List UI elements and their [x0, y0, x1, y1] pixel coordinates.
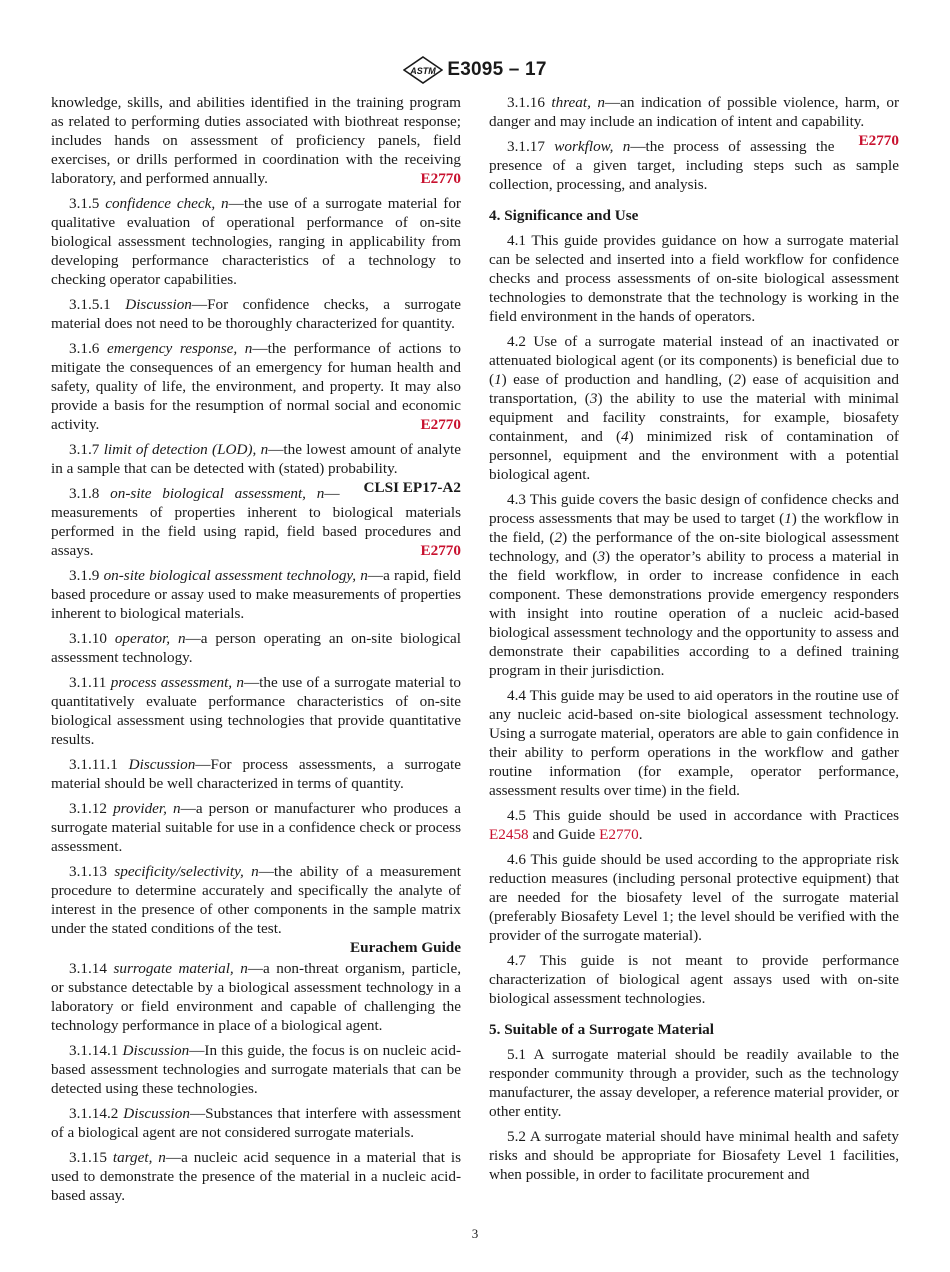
reference-link[interactable]: E2458	[489, 826, 529, 843]
astm-logo-icon	[403, 56, 443, 84]
reference-link[interactable]: E2770	[420, 170, 461, 187]
paragraph-5-1: 5.1 A surrogate material should be readily available to the responder community through a provider, such as the technology manufacturer, the assay developer, a reference material provider, or other entity.	[489, 1046, 899, 1120]
reference-link[interactable]: E2770	[858, 132, 899, 149]
source-citation: CLSI EP17-A2	[363, 479, 461, 496]
definition-3-1-11: 3.1.11 process assessment, n—the use of a surrogate material to quantitatively evaluate performance characteristics of on-site biological assessment using technologies that provide quantitative results.	[51, 674, 462, 748]
paragraph-4-2: 4.2 Use of a surrogate material instead of an inactivated or attenuated biological agent (or its components) is beneficial due to (1) ease of production and handling, (2) ease of acquisition and transportation, (3) the ability to use the material with minimal equipment and facility constraints, for example, biosafety containment, and (4) minimized risk of contamination of personnel, equipment and the environment with a potential biological agent.	[489, 333, 899, 483]
definition-3-1-10: 3.1.10 operator, n—a person operating an on-site biological assessment technology.	[51, 630, 461, 666]
paragraph-4-4: 4.4 This guide may be used to aid operators in the routine use of any nucleic acid-based on-site biological assessment technology. Using a surrogate material, operators are able to gain confidence in their ability to perform operations in the workflow and gather routine information (for example, operator performance, assessment results over time) in the field.	[489, 687, 899, 799]
definition-3-1-8: 3.1.8 on-site biological assessment, n—measurements of properties inherent to biological materials performed in the field using rapid, field based procedures and assays. E2770	[51, 485, 461, 559]
definition-3-1-13: 3.1.13 specificity/selectivity, n—the ability of a measurement procedure to determine accurately and specifically the analyte of interest in the presence of other components in the sample matrix under the stated conditions of the test.	[51, 863, 461, 937]
reference-link[interactable]: E2770	[599, 826, 639, 843]
right-column	[489, 93, 899, 1190]
discussion-3-1-5-1: 3.1.5.1 Discussion—For confidence checks, a surrogate material does not need to be thoroughly characterized for quantity.	[51, 296, 461, 332]
definition-3-1-14: 3.1.14 surrogate material, n—a non-threat organism, particle, or substance detectable by a biological assessment technology in a laboratory or field environment and capable of challenging the technology performance in place of a biological agent.	[51, 960, 462, 1034]
definition-3-1-7: 3.1.7 limit of detection (LOD), n—the lowest amount of analyte in a sample that can be detected with (stated) probability. CLSI EP17-A2	[51, 441, 461, 496]
definition-3-1-6: 3.1.6 emergency response, n—the performance of actions to mitigate the consequences of an emergency for human health and safety, quality of life, the environment, and property. It may also provide a basis for the resumption of normal social and economic activity. E2770	[51, 340, 462, 433]
definition-3-1-9: 3.1.9 on-site biological assessment technology, n—a rapid, field based procedure or assay used to make measurements of properties inherent to biological materials.	[51, 567, 462, 622]
document-designation: E3095 – 17	[447, 59, 547, 80]
reference-link[interactable]: E2770	[420, 416, 461, 433]
paragraph-4-7: 4.7 This guide is not meant to provide performance characterization of biological agent assays used with on-site biological assessment technologies.	[489, 952, 899, 1007]
section-heading-5: 5. Suitable of a Surrogate Material	[489, 1021, 714, 1038]
discussion-3-1-14-1: 3.1.14.1 Discussion—In this guide, the focus is on nucleic acid-based assessment technologies and surrogate materials that can be detected using these technologies.	[51, 1042, 461, 1097]
paragraph-continued: knowledge, skills, and abilities identified in the training program as related to performing duties associated with biothreat response; includes hands on assessment of proficiency panels, field exercises, or drills performed in coordination with the receiving laboratory, and performed annually. E2770	[51, 94, 461, 187]
discussion-3-1-11-1: 3.1.11.1 Discussion—For process assessments, a surrogate material should be well characterized in terms of quantity.	[51, 756, 462, 792]
paragraph-4-6: 4.6 This guide should be used according to the appropriate risk reduction measures (including personal protective equipment) that are needed for the biosafety level of the surrogate material (preferably Biosafety Level 1; the level should be verified with the provider of the surrogate material).	[489, 851, 899, 944]
discussion-3-1-14-2: 3.1.14.2 Discussion—Substances that interfere with assessment of a biological agent are not considered surrogate materials.	[51, 1105, 462, 1141]
definition-3-1-17: 3.1.17 workflow, n—the process of assessing the presence of a given target, including steps such as sample collection, processing, and analysis.	[489, 138, 899, 193]
paragraph-5-2: 5.2 A surrogate material should have minimal health and safety risks and should be appropriate for Biosafety Level 1 facilities, when possible, in order to facilitate procurement and	[489, 1128, 899, 1183]
left-column	[51, 93, 461, 1211]
section-heading-4: 4. Significance and Use	[489, 207, 639, 224]
definition-3-1-12: 3.1.12 provider, n—a person or manufacturer who produces a surrogate material suitable for use in a confidence check or process assessment.	[51, 800, 462, 855]
page-number: 3	[471, 1226, 479, 1241]
definition-3-1-16: 3.1.16 threat, n—an indication of possible violence, harm, or danger and may include an indication of intent and capability. E2770	[489, 94, 900, 149]
svg-text:ASTM: ASTM	[410, 66, 437, 76]
definition-3-1-5: 3.1.5 confidence check, n—the use of a surrogate material for qualitative evaluation of operational performance of on-site biological assessment technologies, ranging in applicability from developing performance characteristics of a technology to checking operator capabilities.	[51, 195, 461, 288]
page-header	[0, 56, 950, 84]
paragraph-4-1: 4.1 This guide provides guidance on how a surrogate material can be selected and inserted into a field workflow for confidence checks and process assessments of on-site biological assessment technologies to demonstrate that the technology is working in the field environment in the hands of operators.	[489, 232, 899, 325]
paragraph-4-3: 4.3 This guide covers the basic design of confidence checks and process assessments that may be used to target (1) the workflow in the field, (2) the performance of the on-site biological assessment technology, and (3) the operator’s ability to process a material in the field workflow, in order to increase confidence in each component. These demonstrations provide emergency responders with insight into routine operation of a nucleic acid-based biological assessment technology and the opportunity to assess and demonstrate their capabilities according to a defined training program in their jurisdiction.	[489, 491, 899, 679]
definition-3-1-15: 3.1.15 target, n—a nucleic acid sequence in a material that is used to demonstrate the presence of the material in a nucleic acid-based assay.	[51, 1149, 462, 1204]
source-citation: Eurachem Guide	[350, 939, 461, 956]
paragraph-4-5: 4.5 This guide should be used in accordance with Practices E2458 and Guide E2770.	[489, 807, 899, 843]
reference-link[interactable]: E2770	[420, 542, 461, 559]
